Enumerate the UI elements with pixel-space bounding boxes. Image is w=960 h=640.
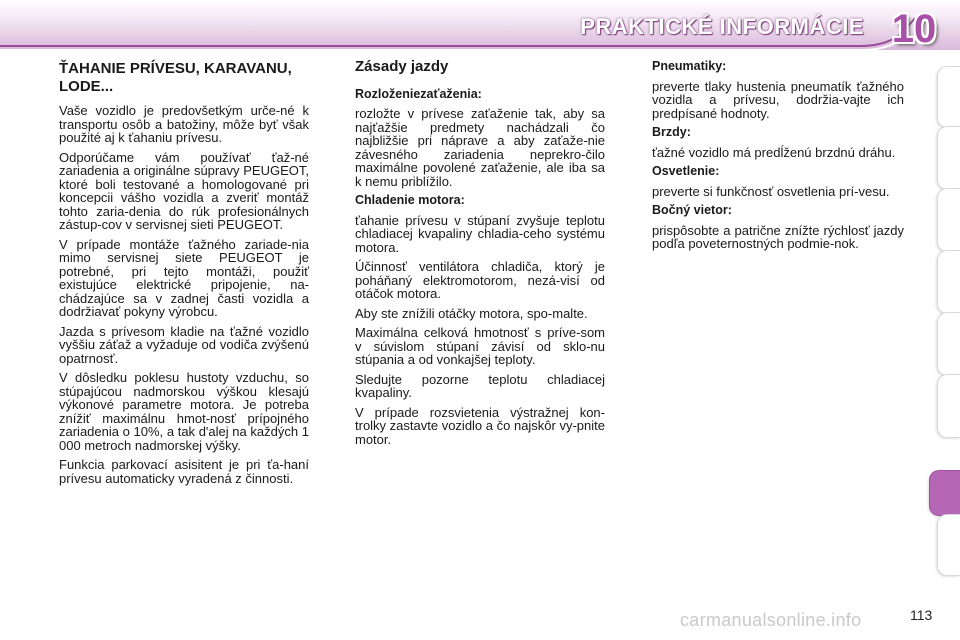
- lighting-title: Osvetlenie:: [652, 164, 720, 178]
- driving-rules-heading: Zásady jazdy: [355, 58, 449, 75]
- chapter-number-badge: 10: [891, 7, 937, 51]
- paragraph: rozložte v prívese zaťaženie tak, aby sa najťažšie predmety nachádzali čo najbližšie pri náprave a aby zaťaže-nie závesného zariadenia neprekro-čilo maximálne povolené zaťaženie, ale iba sa k nemu priblížilo.: [355, 106, 605, 189]
- paragraph: Vaše vozidlo je predovšetkým urče-né k transportu osôb a batožiny, môže byť však použité aj k ťahaniu prívesu.: [59, 103, 309, 145]
- brakes-title: Brzdy:: [652, 125, 691, 139]
- paragraph: preverte tlaky hustenia pneumatík ťažného vozidla a prívesu, dodržia-vajte ich predpísané hodnoty.: [652, 78, 904, 121]
- paragraph: Sledujte pozorne teplotu chladiacej kvapaliny.: [355, 371, 605, 400]
- engine-cooling-title: Chladenie motora:: [355, 193, 465, 207]
- paragraph: V prípade montáže ťažného zariade-nia mimo servisnej siete PEUGEOT je potrebné, pri tejto montáži, použiť existujúce elektrické pripojenie, na-chádzajúce sa v zadnej časti vozidla a dodržiavať pokyny výrobcu.: [59, 236, 309, 319]
- column-middle: [355, 60, 605, 452]
- side-wind-title: Bočný vietor:: [652, 203, 732, 217]
- tyres-title: Pneumatiky:: [652, 59, 727, 73]
- column-left: [59, 60, 309, 491]
- column-right: [652, 60, 904, 257]
- paragraph: prispôsobte a patrične znížte rýchlosť jazdy podľa poveternostných podmie-nok.: [652, 222, 904, 251]
- paragraph: Funkcia parkovací asisitent je pri ťa-haní prívesu automaticky vyradená z činnosti.: [59, 457, 309, 486]
- chapter-tab-active[interactable]: [929, 470, 960, 516]
- paragraph: Aby ste znížili otáčky motora, spo-malte.: [355, 305, 588, 321]
- section-title: PRAKTICKÉ INFORMÁCIE: [580, 14, 864, 39]
- paragraph: ťažné vozidlo má predĺženú brzdnú dráhu.: [652, 144, 896, 160]
- paragraph: ťahanie prívesu v stúpaní zvyšuje teplotu chladiacej kvapaliny chladia-ceho systému motora.: [355, 212, 605, 255]
- chapter-tab[interactable]: [937, 250, 960, 314]
- chapter-tab[interactable]: [937, 312, 960, 376]
- chapter-tab[interactable]: [937, 514, 960, 576]
- paragraph: Účinnosť ventilátora chladiča, ktorý je poháňaný elektromotorom, nezá-visí od otáčok motora.: [355, 259, 605, 301]
- paragraph: Jazda s prívesom kladie na ťažné vozidlo vyššiu záťaž a vyžaduje od vodiča zvýšenú opatrnosť.: [59, 323, 309, 366]
- paragraph: V prípade rozsvietenia výstražnej kon-trolky zastavte vozidlo a čo najskôr vy-pnite motor.: [355, 404, 605, 447]
- chapter-tab[interactable]: [937, 126, 960, 190]
- towing-heading: ŤAHANIE PRÍVESU, KARAVANU, LODE...: [59, 60, 292, 95]
- chapter-tab[interactable]: [937, 66, 960, 128]
- paragraph: Odporúčame vám používať ťaž-né zariadenia a originálne súpravy PEUGEOT, ktoré boli testované a homologované pri koncepcii vášho vozidla a zveriť montáž tohto zaria-denia do rúk profesionálnych zástup-cov v servisnej sieti PEUGEOT.: [59, 149, 309, 232]
- paragraph: preverte si funkčnosť osvetlenia prí-vesu.: [652, 183, 890, 199]
- chapter-tab[interactable]: [937, 374, 960, 438]
- paragraph: V dôsledku poklesu hustoty vzduchu, so stúpajúcou nadmorskou výškou klesajú výkonové parametre motora. Je potreba znížiť maximálnu hmot-nosť prípojného zariadenia o 10%, a tak d'alej na každých 1 000 metroch nadmorskej výšky.: [59, 370, 309, 453]
- chapter-tab[interactable]: [937, 188, 960, 252]
- load-distribution-title: Rozloženiezaťaženia:: [355, 86, 482, 101]
- page-number: 113: [910, 607, 933, 623]
- watermark: carmanualsonline.info: [680, 610, 862, 630]
- paragraph: Maximálna celková hmotnosť s príve-som v súvislom stúpaní závisí od sklo-nu stúpania a od vonkajšej teploty.: [355, 325, 605, 367]
